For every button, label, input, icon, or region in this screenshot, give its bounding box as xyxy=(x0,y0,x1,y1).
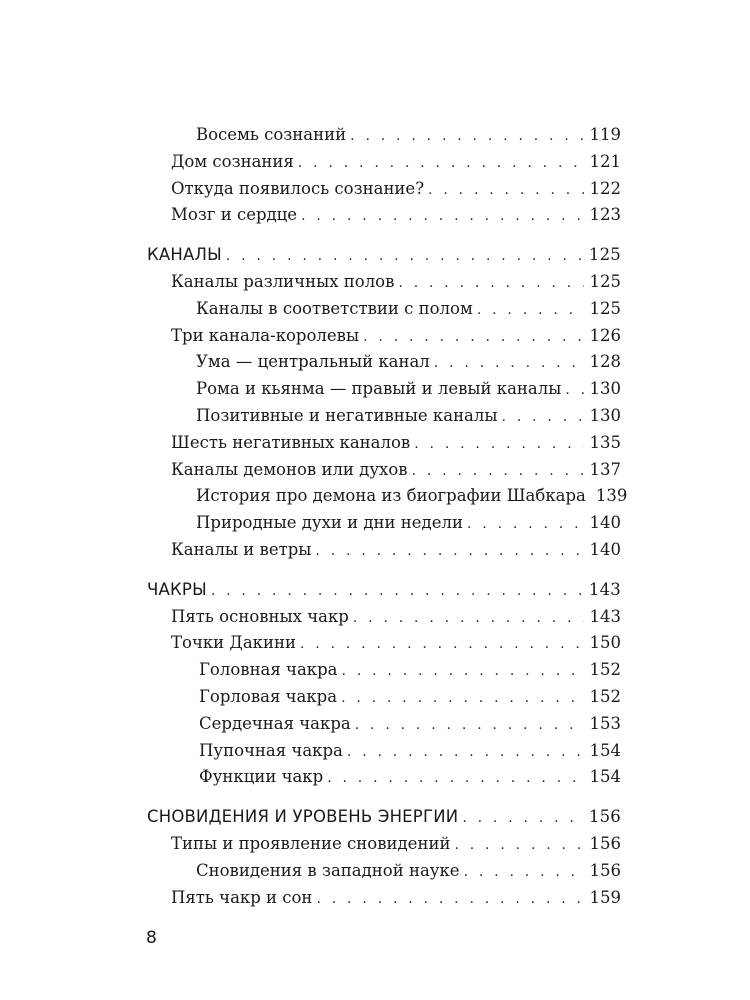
toc-entry[interactable] xyxy=(147,122,621,149)
toc-entry[interactable] xyxy=(147,764,621,791)
toc-entry[interactable] xyxy=(147,176,621,203)
toc-entry[interactable] xyxy=(147,657,621,684)
toc-entry-page: 125 xyxy=(589,298,621,318)
toc-entry-page: 154 xyxy=(589,740,621,760)
dot-leader xyxy=(467,511,584,538)
toc-entry-page: 156 xyxy=(588,807,621,827)
toc-entry-title: Позитивные и негативные каналы xyxy=(196,405,498,425)
toc-entry-title: Горловая чакра xyxy=(199,686,338,706)
dot-leader xyxy=(477,297,584,324)
section-gap xyxy=(147,564,621,577)
toc-entry-page: 125 xyxy=(588,245,621,265)
dot-leader xyxy=(298,150,584,177)
toc-entry-title: Функции чакр xyxy=(199,767,324,787)
toc-entry-title: ЧАКРЫ xyxy=(147,579,207,599)
dot-leader xyxy=(350,123,583,150)
dot-leader xyxy=(462,805,583,832)
toc-chapter[interactable] xyxy=(147,577,621,604)
toc-entry-page: 137 xyxy=(589,459,621,479)
dot-leader xyxy=(316,886,583,913)
toc-entry-page: 121 xyxy=(589,151,621,171)
toc-entry-page: 140 xyxy=(589,539,621,559)
dot-leader xyxy=(434,350,584,377)
toc-entry-page: 119 xyxy=(589,125,621,144)
dot-leader xyxy=(565,377,583,404)
toc-entry-title: Сердечная чакра xyxy=(199,713,351,733)
dot-leader xyxy=(353,605,584,632)
toc-entry-title: Шесть негативных каналов xyxy=(171,432,411,452)
toc-entry-page: 125 xyxy=(589,271,621,291)
toc-entry[interactable] xyxy=(147,323,621,350)
toc-entry-page: 150 xyxy=(589,633,621,653)
dot-leader xyxy=(226,243,583,270)
toc-entry[interactable] xyxy=(147,430,621,457)
toc-entry-title: КАНАЛЫ xyxy=(147,245,222,265)
dot-leader xyxy=(502,404,584,431)
dot-leader xyxy=(347,739,584,766)
toc-entry-title: Пять основных чакр xyxy=(171,606,349,626)
toc-entry-title: Сновидения в западной науке xyxy=(196,860,460,880)
toc-entry-page: 143 xyxy=(588,579,621,599)
toc-entry[interactable] xyxy=(147,684,621,711)
toc-entry[interactable] xyxy=(147,349,621,376)
toc-entry[interactable] xyxy=(147,858,621,885)
toc-entry-page: 154 xyxy=(589,767,621,787)
toc-entry-title: История про демона из биографии Шабкара xyxy=(196,486,586,506)
toc-entry-title: Пять чакр и сон xyxy=(171,887,313,907)
toc-entry-title: Типы и проявление сновидений xyxy=(171,833,451,853)
dot-leader xyxy=(211,578,583,605)
toc-entry-title: Природные духи и дни недели xyxy=(196,513,463,533)
toc-entry[interactable] xyxy=(147,630,621,657)
toc-entry-page: 130 xyxy=(589,379,621,399)
dot-leader xyxy=(342,658,584,685)
toc-entry-page: 135 xyxy=(589,432,621,452)
toc-entry-page: 152 xyxy=(589,660,621,680)
toc-entry-title: Пупочная чакра xyxy=(199,740,343,760)
toc-entry[interactable] xyxy=(147,483,628,510)
toc-entry[interactable] xyxy=(147,457,621,484)
toc-entry-title: Мозг и сердце xyxy=(171,205,298,225)
toc-entry-title: Каналы различных полов xyxy=(171,271,395,291)
toc-entry-page: 126 xyxy=(589,325,621,345)
toc-entry-title: Восемь сознаний xyxy=(196,125,347,144)
dot-leader xyxy=(414,431,583,458)
section-gap xyxy=(147,791,621,804)
toc-entry-title: Каналы в соответствии с полом xyxy=(196,298,473,318)
dot-leader xyxy=(412,458,584,485)
page-number: 8 xyxy=(146,928,157,948)
dot-leader xyxy=(454,832,583,859)
toc-entry-title: Дом сознания xyxy=(171,151,294,171)
toc-entry[interactable] xyxy=(147,296,621,323)
dot-leader xyxy=(315,538,583,565)
toc-entry-page: 143 xyxy=(589,606,621,626)
toc-entry[interactable] xyxy=(147,831,621,858)
dot-leader xyxy=(398,270,583,297)
toc-entry-title: Ума — центральный канал xyxy=(196,352,430,372)
toc-entry-page: 122 xyxy=(589,178,621,198)
dot-leader xyxy=(327,765,583,792)
toc-entry-page: 139 xyxy=(595,486,628,506)
toc-entry[interactable] xyxy=(147,202,621,229)
toc-chapter[interactable] xyxy=(147,804,621,831)
toc-entry-title: Три канала-королевы xyxy=(171,325,360,345)
toc-entry[interactable] xyxy=(147,604,621,631)
dot-leader xyxy=(301,203,583,230)
toc-entry-page: 123 xyxy=(589,205,621,225)
toc-entry-title: Точки Дакини xyxy=(171,633,296,653)
toc-entry[interactable] xyxy=(147,149,621,176)
toc-entry[interactable] xyxy=(147,711,621,738)
toc-entry[interactable] xyxy=(147,537,621,564)
table-of-contents xyxy=(147,122,628,911)
toc-entry[interactable] xyxy=(147,403,621,430)
toc-entry-page: 156 xyxy=(589,833,621,853)
toc-entry[interactable] xyxy=(147,376,621,403)
dot-leader xyxy=(464,859,584,886)
toc-entry-title: Каналы и ветры xyxy=(171,539,312,559)
toc-entry[interactable] xyxy=(147,738,621,765)
toc-entry[interactable] xyxy=(147,885,621,912)
dot-leader xyxy=(363,324,583,351)
toc-entry-page: 156 xyxy=(589,860,621,880)
toc-entry-page: 140 xyxy=(589,513,621,533)
toc-entry-title: Откуда появилось сознание? xyxy=(171,178,425,198)
toc-entry-title: Каналы демонов или духов xyxy=(171,459,408,479)
toc-entry-page: 153 xyxy=(589,713,621,733)
dot-leader xyxy=(428,177,583,204)
toc-entry-title: Рома и кьянма — правый и левый каналы xyxy=(196,379,562,399)
toc-entry-page: 159 xyxy=(589,887,621,907)
toc-entry-title: СНОВИДЕНИЯ И УРОВЕНЬ ЭНЕРГИИ xyxy=(147,807,459,827)
toc-entry-page: 128 xyxy=(589,352,621,372)
toc-entry-page: 130 xyxy=(589,405,621,425)
toc-entry[interactable] xyxy=(147,510,621,537)
dot-leader xyxy=(300,631,584,658)
dot-leader xyxy=(355,712,584,739)
dot-leader xyxy=(341,685,583,712)
toc-entry[interactable] xyxy=(147,269,621,296)
toc-entry-title: Головная чакра xyxy=(199,660,338,680)
section-gap xyxy=(147,229,621,242)
toc-entry-page: 152 xyxy=(589,686,621,706)
toc-chapter[interactable] xyxy=(147,242,621,269)
